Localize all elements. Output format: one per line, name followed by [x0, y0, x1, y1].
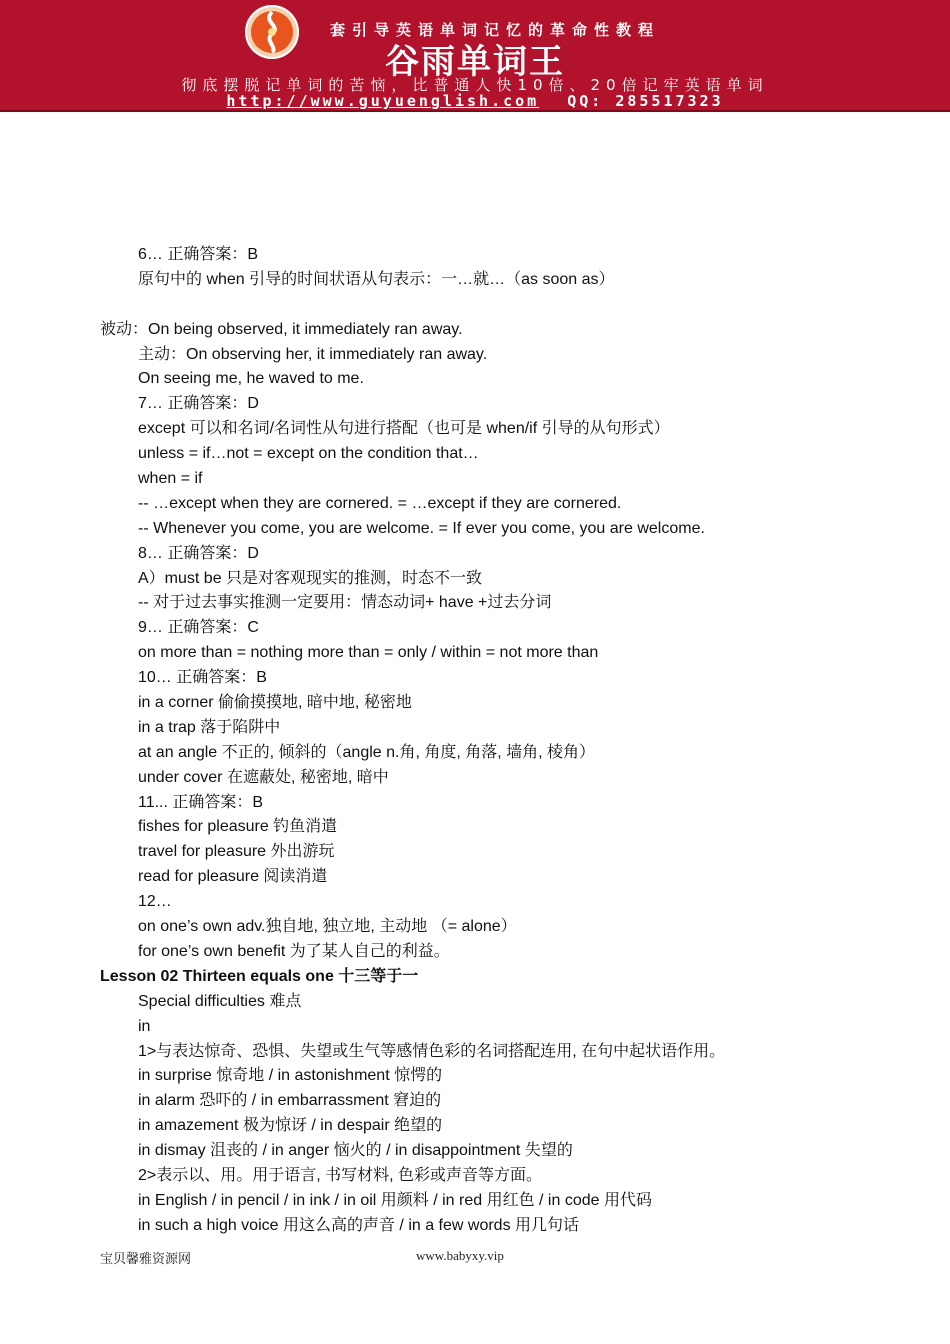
- text-line: in a corner 偷偷摸摸地, 暗中地, 秘密地: [138, 694, 412, 712]
- text-line: 7… 正确答案：D: [138, 395, 259, 413]
- header-divider: [0, 110, 950, 112]
- text-line: in dismay 沮丧的 / in anger 恼火的 / in disappointment 失望的: [138, 1142, 573, 1160]
- text-line: in English / in pencil / in ink / in oil 用颜料 / in red 用红色 / in code 用代码: [138, 1191, 652, 1209]
- text-line: 11... 正确答案：B: [138, 793, 264, 811]
- text-line: on one’s own adv.独自地, 独立地, 主动地 （= alone）: [138, 918, 517, 936]
- text-line: at an angle 不正的, 倾斜的（angle n.角, 角度, 角落, 墙角, 棱角）: [138, 743, 596, 761]
- text-line: in a trap 落于陷阱中: [138, 718, 281, 736]
- header-contact: [0, 92, 950, 110]
- text-line: under cover 在遮蔽处, 秘密地, 暗中: [138, 768, 389, 786]
- document-body: [0, 243, 950, 1239]
- text-line: in: [138, 1017, 151, 1035]
- text-line: 1>与表达惊奇、恐惧、失望或生气等感情色彩的名词搭配连用, 在句中起状语作用。: [138, 1042, 726, 1060]
- text-line: 2>表示以、用。用于语言, 书写材料, 色彩或声音等方面。: [138, 1166, 543, 1184]
- text-line: 主动：On observing her, it immediately ran away.: [138, 345, 488, 363]
- text-line: in such a high voice 用这么高的声音 / in a few words 用几句话: [138, 1216, 580, 1234]
- text-line: 12…: [138, 893, 172, 911]
- text-line: in alarm 恐吓的 / in embarrassment 窘迫的: [138, 1092, 442, 1110]
- text-line: in amazement 极为惊讶 / in despair 绝望的: [138, 1117, 443, 1135]
- website-link[interactable]: http://www.guyuenglish.com: [226, 92, 540, 110]
- text-line: 8… 正确答案：D: [138, 544, 259, 562]
- text-line: 被动：On being observed, it immediately ran away.: [100, 320, 463, 338]
- text-line: 原句中的 when 引导的时间状语从句表示：一…就…（as soon as）: [138, 270, 615, 288]
- header-tagline: 套引导英语单词记忆的革命性教程: [329, 21, 660, 39]
- text-line: on more than = nothing more than = only / within = not more than: [138, 644, 599, 662]
- text-line: except 可以和名词/名词性从句进行搭配（也可是 when/if 引导的从句形式）: [138, 420, 670, 438]
- text-line: travel for pleasure 外出游玩: [138, 843, 335, 861]
- text-line: in surprise 惊奇地 / in astonishment 惊愕的: [138, 1067, 443, 1085]
- text-line: fishes for pleasure 钓鱼消遣: [138, 818, 338, 836]
- blank-line: [0, 293, 950, 318]
- text-line: A）must be 只是对客观现实的推测，时态不一致: [138, 569, 483, 587]
- text-line: -- …except when they are cornered. = …except if they are cornered.: [138, 494, 622, 512]
- text-line: -- Whenever you come, you are welcome. = If ever you come, you are welcome.: [138, 519, 705, 537]
- lesson-heading: Lesson 02 Thirteen equals one 十三等于一: [100, 967, 419, 985]
- footer-site-name: 宝贝馨雅资源网: [100, 1251, 192, 1266]
- footer-url[interactable]: www.babyxy.vip: [416, 1248, 504, 1263]
- header-slogan: 彻底摆脱记单词的苦恼，比普通人快10倍、20倍记牢英语单词: [181, 76, 769, 94]
- text-line: On seeing me, he waved to me.: [138, 370, 364, 388]
- qq-number: QQ: 285517323: [567, 92, 724, 110]
- text-line: Special difficulties 难点: [138, 992, 302, 1010]
- text-line: unless = if…not = except on the condition that…: [138, 445, 479, 463]
- header-brand-title: 谷雨单词王: [385, 42, 565, 82]
- text-line: read for pleasure 阅读消遣: [138, 868, 328, 886]
- text-line: for one’s own benefit 为了某人自己的利益。: [138, 942, 450, 960]
- text-line: when = if: [138, 470, 203, 488]
- text-line: 6… 正确答案：B: [138, 246, 259, 263]
- text-line: 10… 正确答案：B: [138, 669, 267, 687]
- text-line: 9… 正确答案：C: [138, 619, 259, 637]
- text-line: -- 对于过去事实推测一定要用：情态动词+ have +过去分词: [138, 594, 552, 612]
